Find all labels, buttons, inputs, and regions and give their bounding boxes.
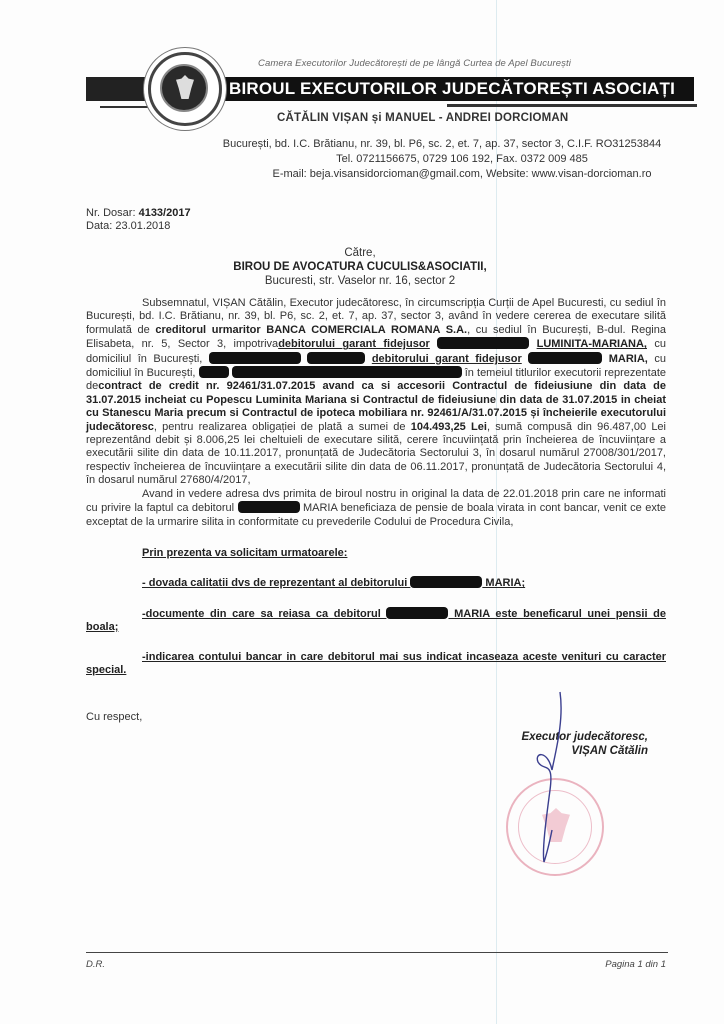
redaction-bar — [199, 366, 229, 378]
office-title: BIROUL EXECUTORILOR JUDECĂTOREȘTI ASOCIAȚI — [229, 79, 676, 98]
p1-text: , sumă compusă din 96.487,00 Lei reprezentând debit și 8.006,25 lei cheltuieli de executare silită, cerere încuviințată prin încheierea de încuviințare a executării silite din data de 10.11.2017, pronunțată de Judecătoria Sectorului 3, în dosarul numărul 27008/301/2017, respectiv încheierea de încuviințare a executării silite din data de 06.11.2017, pronunțată de Judecătoria Sectorului 4, în dosarul numărul 27680/4/2017, — [86, 420, 666, 487]
redaction-bar — [528, 352, 602, 364]
file-number-label: Nr. Dosar: — [86, 207, 139, 219]
p1-text: cu domiciliul în București, — [86, 352, 666, 380]
request-item-2 — [86, 607, 666, 635]
recipient-name: BIROU DE AVOCATURA CUCULIS&ASOCIATII, — [233, 261, 487, 273]
eagle-icon — [176, 75, 194, 99]
handwritten-signature-icon — [530, 690, 570, 865]
request-item-3 — [86, 651, 666, 678]
recipient-block — [200, 246, 520, 288]
requests-heading: Prin prezenta va solicitam urmatoarele: — [142, 546, 348, 559]
chamber-name: Camera Executorilor Judecătorești de pe lângă Curtea de Apel București — [258, 58, 571, 69]
footer-rule — [86, 952, 668, 953]
paragraph-2 — [86, 488, 666, 529]
executor-names: CĂTĂLIN VIȘAN și MANUEL - ANDREI DORCIOMAN — [277, 112, 569, 124]
file-info — [86, 207, 191, 233]
total-amount: 104.493,25 Lei — [410, 420, 487, 433]
request-text: -indicarea contului bancar in care debitorul mai sus indicat incaseaza aceste venituri cu caracter special. — [86, 650, 666, 676]
contact-block — [0, 137, 724, 182]
request-text: -documente din care sa reiasa ca debitorul — [142, 607, 387, 620]
emblem-inner-disc — [160, 64, 208, 112]
file-number-line — [86, 207, 191, 220]
redaction-bar — [232, 366, 462, 378]
debtor-2-name: MARIA, — [608, 352, 648, 365]
redaction-bar — [437, 337, 529, 349]
p2-text: MARIA beneficiaza de pensie de boala virata in cont bancar, venit ce exte exceptat de la urmarire silita in conformitate cu prevederile Codului de Procedura Civila, — [86, 502, 666, 528]
redaction-bar — [238, 501, 300, 513]
debtor-role: debitorului garant fidejusor — [278, 338, 430, 351]
p1-text: cu domiciliul în București, — [86, 338, 666, 365]
file-date-line — [86, 220, 191, 233]
redaction-bar — [307, 352, 365, 364]
request-text: MARIA; — [482, 577, 526, 590]
recipient-address: Bucuresti, str. Vaselor nr. 16, sector 2 — [264, 275, 456, 287]
signer-role: Executor judecătoresc, — [521, 731, 648, 743]
p1-text: în temeiul titlurilor executorii reprezentate de — [86, 367, 666, 393]
coat-of-arms-icon — [148, 52, 222, 126]
signature-block — [508, 730, 648, 758]
paragraph-1 — [86, 297, 666, 488]
header-rule-right — [447, 104, 697, 107]
file-number: 4133/2017 — [138, 207, 191, 219]
p2-text: Avand in vedere adresa dvs primita de biroul nostru in original la data de 22.01.2018 prin care ne informati cu privire la faptul ca debitorul — [86, 487, 666, 515]
letter-body — [86, 297, 666, 677]
office-address: București, bd. I.C. Brătianu, nr. 39, bl. P6, sc. 2, et. 7, ap. 37, sector 3, C.I.F. RO31253844 — [222, 138, 662, 150]
contract-details: contract de credit nr. 92461/31.07.2015 avand ca si accesorii Contractul de fideiusiune din data de 31.07.2015 incheiat cu Popescu Luminita Mariana si Contractul de fideiusiune din data de 31.07.2015 in cheiat cu Stanescu Maria precum si Contractul de ipoteca mobiliara nr. 92461/A/31.07.2015 și încheierile executorului judecătoresc — [86, 380, 666, 433]
request-item-1 — [86, 576, 666, 590]
request-text: - dovada calitatii dvs de reprezentant al debitorului — [142, 577, 411, 590]
office-phone: Tel. 0721156675, 0729 106 192, Fax. 0372 009 485 — [336, 153, 588, 165]
page-number: Pagina 1 din 1 — [605, 959, 666, 970]
header-rule-left — [100, 106, 160, 108]
file-date: 23.01.2018 — [115, 220, 171, 232]
redaction-bar — [386, 607, 448, 619]
debtor-1-name: LUMINITA-MARIANA, — [536, 338, 647, 351]
closing-remark: Cu respect, — [86, 711, 143, 723]
debtor-role: debitorului garant fidejusor — [371, 352, 522, 365]
salutation: Către, — [344, 247, 376, 259]
p1-text: Subsemnatul, VIȘAN Cătălin, Executor judecătoresc, în circumscripția Curții de Apel Bucuresti, cu sediul în București, bd. I.C. Brătianu, nr. 39, bl. P6, sc. 2, et. 7, ap. 37, sector 3, având în vedere cererea de executare silită formulată de — [86, 297, 666, 336]
file-date-label: Data: — [86, 220, 116, 232]
p1-text: , pentru realizarea obligației de plată a sumei de — [153, 420, 411, 433]
creditor-name: creditorul urmaritor BANCA COMERCIALA ROMANA S.A. — [155, 323, 468, 336]
request-text: MARIA este beneficarul unei pensii de boala; — [86, 607, 666, 634]
redaction-bar — [209, 352, 301, 364]
office-email-website: E-mail: beja.visansidorcioman@gmail.com, Website: www.visan-dorcioman.ro — [272, 168, 652, 180]
redaction-bar — [410, 576, 482, 588]
footer-initials: D.R. — [86, 959, 105, 970]
signer-name: VIȘAN Cătălin — [571, 745, 648, 757]
p1-text: , cu sediul în București, B-dul. Regina Elisabeta, nr. 5, Sector 3, impotriva — [86, 323, 666, 351]
